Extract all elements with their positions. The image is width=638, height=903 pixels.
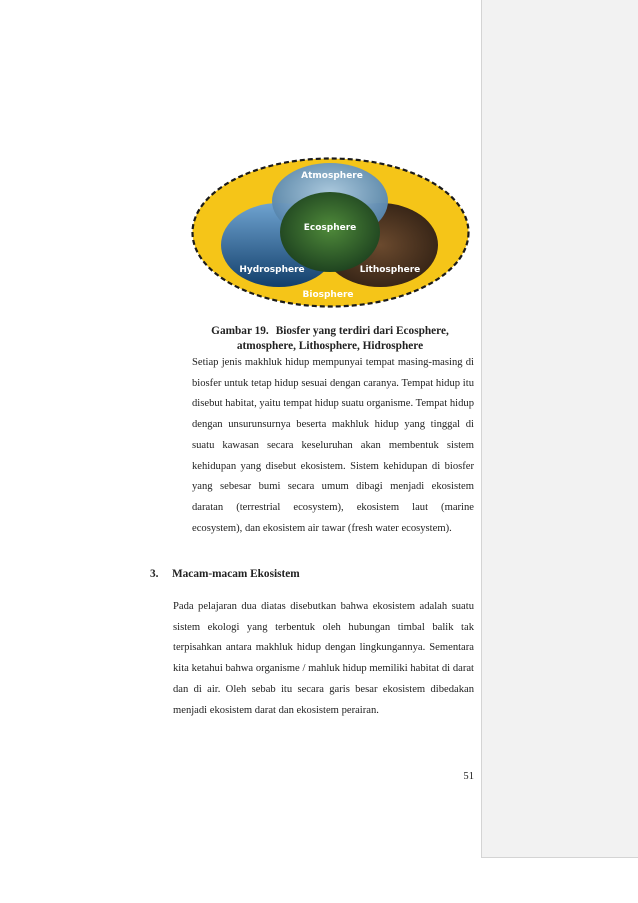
paragraph-ecosystem-types: Pada pelajaran dua diatas disebutkan bahwa ekosistem adalah suatu sistem ekologi yang terbentuk oleh hubungan timbal balik tak terpisahkan antara makhluk hidup dengan lingkungannya. Sementara kita ketahui bahwa organisme / mahluk hidup memiliki habitat di darat dan di air. Oleh sebab itu secara garis besar ekosistem dibedakan menjadi ekosistem darat dan ekosistem perairan.	[173, 601, 474, 716]
figure-caption	[180, 324, 480, 354]
hydrosphere-label: Hydrosphere	[239, 265, 305, 275]
section-title: Macam-macam Ekosistem	[172, 568, 300, 580]
caption-line-2: atmosphere, Lithosphere, Hidrosphere	[236, 340, 424, 352]
biosphere-label: Biosphere	[302, 290, 354, 300]
lithosphere-label: Lithosphere	[359, 265, 421, 275]
biosphere-figure	[190, 156, 471, 309]
caption-line-1: Biosfer yang terdiri dari Ecosphere,	[275, 325, 449, 337]
section-number: 3.	[150, 568, 159, 580]
comment-pane-divider	[481, 0, 482, 858]
section-heading	[150, 565, 300, 583]
figure-number: Gambar 19.	[211, 325, 269, 337]
paragraph-habitat: Setiap jenis makhluk hidup mempunyai tempat masing-masing di biosfer untuk tetap hidup sesuai dengan caranya. Tempat hidup itu disebut habitat, yaitu tempat hidup suatu organisme. Tempat hidup dengan unsurunsurnya beserta makhluk hidup yang tinggal di suatu kawasan secara keseluruhan akan membentuk sistem kehidupan yang disebut ekosistem. Sistem kehidupan di biosfer yang sebesar bumi secara umum dibagi menjadi ekosistem daratan (terrestrial ecosystem), ekosistem laut (marine ecosystem), dan ekosistem air tawar (fresh water ecosystem).	[192, 357, 474, 534]
atmosphere-label: Atmosphere	[301, 171, 363, 181]
comment-pane	[481, 0, 638, 858]
ecosphere-label: Ecosphere	[303, 223, 357, 233]
page-number: 51	[463, 771, 474, 782]
comment-pane-bottom-border	[481, 857, 638, 858]
